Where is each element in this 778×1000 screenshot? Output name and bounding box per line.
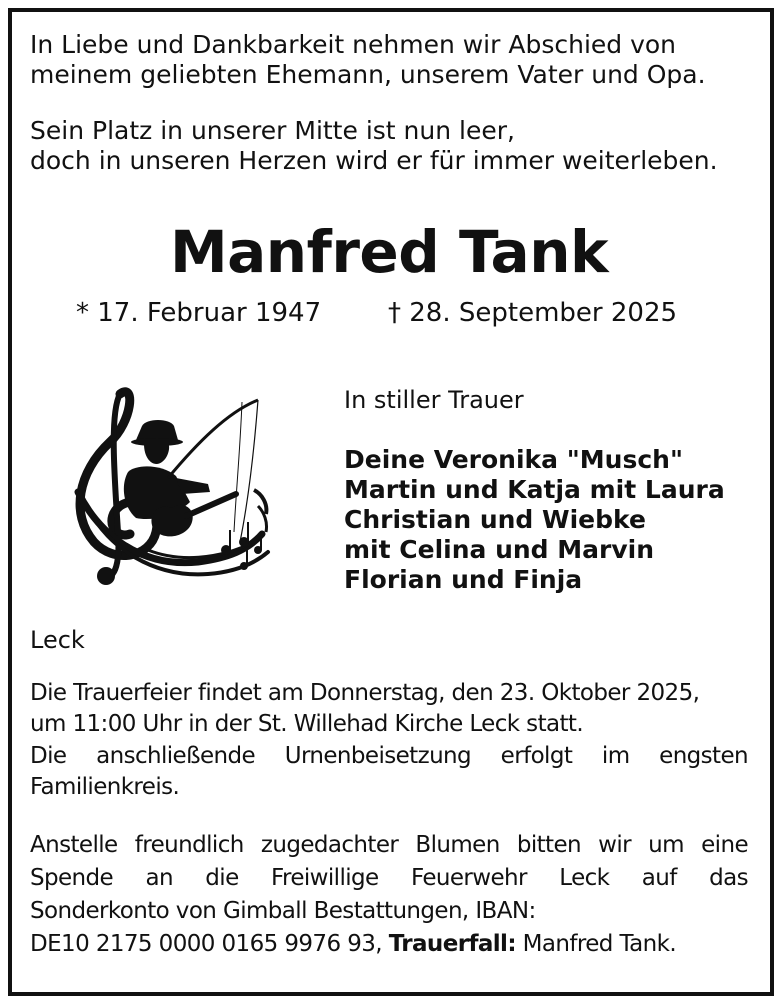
donation-line-2: Spende an die Freiwillige Feuerwehr Leck auf das bbox=[30, 865, 748, 891]
intro-line-4: doch in unseren Herzen wird er für immer weiterleben. bbox=[30, 146, 718, 175]
place: Leck bbox=[30, 626, 85, 654]
intro-line-3: Sein Platz in unserer Mitte ist nun leer, bbox=[30, 116, 515, 145]
trauerfall-label: Trauerfall: bbox=[388, 931, 516, 957]
deceased-name: Manfred Tank bbox=[169, 218, 609, 286]
mourner-name: Deine Veronika "Musch" bbox=[344, 445, 683, 474]
service-line-3: Die anschließende Urnenbeisetzung erfolgt im engsten bbox=[30, 743, 748, 769]
trauerfall-subject: Manfred Tank. bbox=[522, 931, 677, 957]
donation-line-3: Sonderkonto von Gimball Bestattungen, IBAN: bbox=[30, 898, 536, 924]
donation-line-4 bbox=[30, 929, 676, 960]
iban-number: DE10 2175 0000 0165 9976 93, bbox=[30, 931, 382, 957]
mourner-name: Martin und Katja mit Laura bbox=[344, 475, 725, 504]
intro-line-2: meinem geliebten Ehemann, unserem Vater und Opa. bbox=[30, 60, 706, 89]
donation-line-1: Anstelle freundlich zugedachter Blumen bitten wir um eine bbox=[30, 832, 748, 858]
birth-date: * 17. Februar 1947 bbox=[76, 298, 322, 328]
service-line-1: Die Trauerfeier findet am Donnerstag, den 23. Oktober 2025, bbox=[30, 680, 700, 706]
mourner-name: Christian und Wiebke bbox=[344, 505, 646, 534]
mourner-name: mit Celina und Marvin bbox=[344, 535, 655, 564]
mourning-heading: In stiller Trauer bbox=[344, 386, 524, 414]
service-line-4: Familienkreis. bbox=[30, 774, 180, 800]
death-date: † 28. September 2025 bbox=[388, 298, 678, 328]
service-line-2: um 11:00 Uhr in der St. Willehad Kirche Leck statt. bbox=[30, 711, 584, 737]
intro-line-1: In Liebe und Dankbarkeit nehmen wir Abschied von bbox=[30, 30, 677, 59]
mourner-name: Florian und Finja bbox=[344, 565, 583, 594]
musician-with-guitar-and-treble-clef-icon bbox=[58, 382, 273, 594]
